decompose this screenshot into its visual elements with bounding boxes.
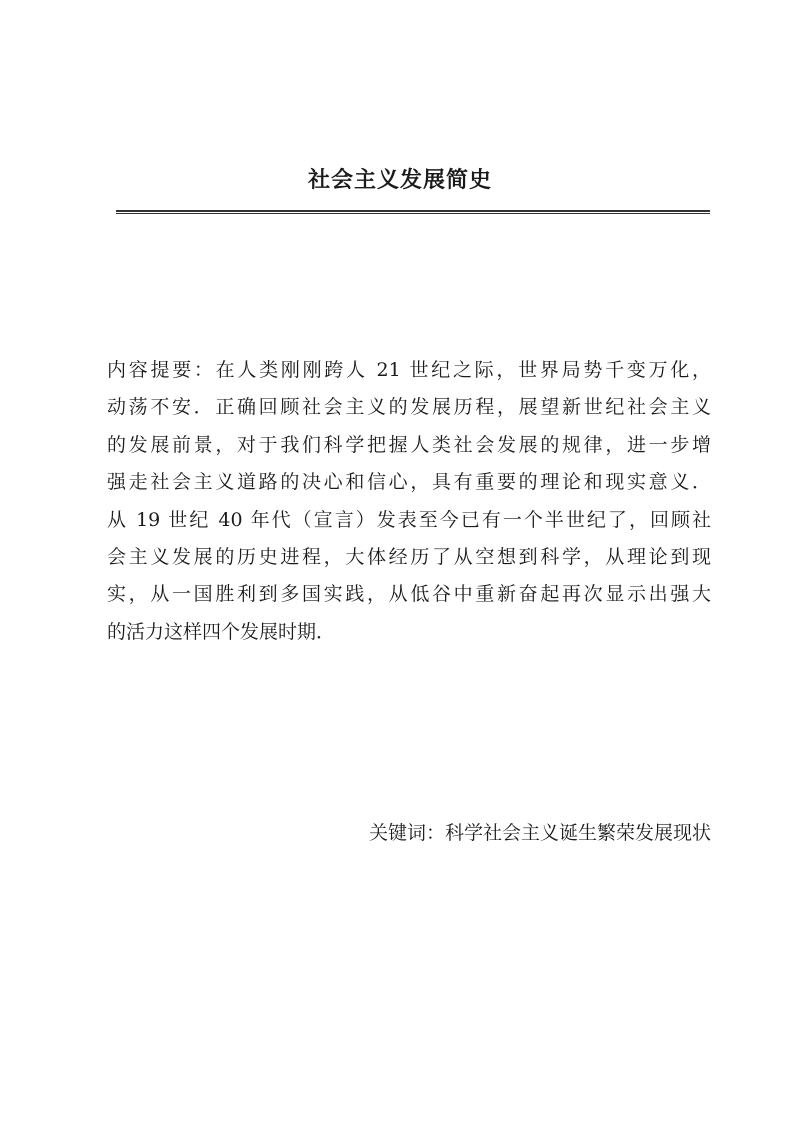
- abstract-paragraph: [107, 352, 711, 651]
- abstract-line: 会主义发展的历史进程，大体经历了从空想到科学，从理论到现: [107, 546, 711, 569]
- abstract-line: 从 19 世纪 40 年代（宣言）发表至今已有一个半世纪了，回顾社: [107, 508, 711, 531]
- title-divider: [116, 210, 710, 214]
- keywords-line: 关键词：科学社会主义诞生繁荣发展现状: [368, 822, 711, 844]
- abstract-line: 的发展前景，对于我们科学把握人类社会发展的规律，进一步增: [107, 433, 711, 456]
- abstract-line: 强走社会主义道路的决心和信心，具有重要的理论和现实意义．: [107, 471, 711, 494]
- abstract-line: 的活力这样四个发展时期．: [107, 620, 336, 643]
- document-title: 社会主义发展简史: [307, 168, 492, 193]
- abstract-line: 实，从一国胜利到多国实践，从低谷中重新奋起再次显示出强大: [107, 583, 711, 606]
- abstract-line: 动荡不安．正确回顾社会主义的发展历程，展望新世纪社会主义: [107, 396, 711, 419]
- abstract-line: 内容提要：在人类刚刚跨人 21 世纪之际，世界局势千变万化，: [107, 359, 711, 381]
